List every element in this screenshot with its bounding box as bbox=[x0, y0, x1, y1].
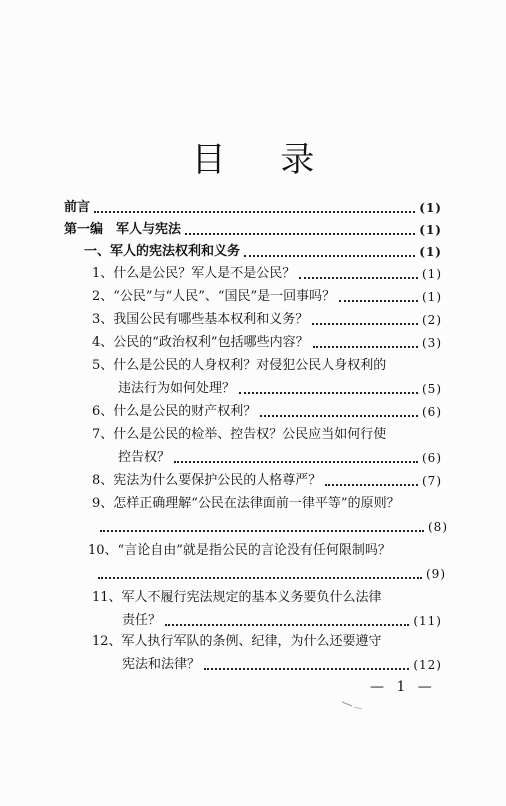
toc-entry[interactable] bbox=[92, 287, 442, 307]
toc-entry-page: (1) bbox=[422, 290, 442, 304]
leader-dots bbox=[260, 415, 418, 417]
toc-entry-page: (8) bbox=[428, 520, 448, 534]
toc-entry-page: (12) bbox=[413, 658, 442, 672]
toc-entry-page: (11) bbox=[413, 614, 442, 628]
toc-entry-page: (1) bbox=[419, 201, 442, 215]
toc-entry-page: (7) bbox=[422, 474, 442, 488]
toc-entry-text: 12、军人执行军队的条例、纪律，为什么还要遵守 bbox=[92, 634, 382, 649]
leader-dots bbox=[325, 484, 418, 486]
toc-entry-page: (1) bbox=[419, 245, 442, 259]
toc-entry[interactable] bbox=[92, 402, 442, 422]
toc-entry-text: 责任？ bbox=[122, 613, 162, 628]
toc-entry-text: 一、军人的宪法权利和义务 bbox=[84, 244, 241, 259]
toc-entry[interactable] bbox=[92, 632, 442, 652]
toc-entry-text: 2、“公民”与“人民”、“国民”是一回事吗？ bbox=[92, 289, 336, 304]
toc-entry[interactable] bbox=[92, 494, 462, 514]
leader-dots bbox=[185, 233, 415, 235]
leader-dots bbox=[204, 668, 409, 670]
leader-dots bbox=[313, 346, 418, 348]
toc-entry-text: 5、什么是公民的人身权利？对侵犯公民人身权利的 bbox=[92, 358, 387, 373]
toc-entry-continuation[interactable] bbox=[94, 564, 446, 584]
toc-entry[interactable] bbox=[92, 310, 442, 330]
toc-entry-text: 7、什么是公民的检举、控告权？公民应当如何行使 bbox=[92, 427, 387, 442]
toc-entry-text: 宪法和法律？ bbox=[122, 657, 201, 672]
leader-dots bbox=[312, 323, 418, 325]
toc-entry[interactable] bbox=[92, 264, 442, 284]
toc-entry[interactable] bbox=[64, 198, 442, 218]
toc-entry-text: 控告权？ bbox=[118, 450, 171, 465]
leader-dots bbox=[98, 577, 422, 579]
toc-entry[interactable] bbox=[92, 425, 442, 445]
toc-entry-continuation[interactable] bbox=[122, 611, 442, 631]
toc-entry[interactable] bbox=[84, 242, 442, 262]
leader-dots bbox=[174, 461, 418, 463]
toc-entry-page: (3) bbox=[422, 336, 442, 350]
toc-entry-text: 11、军人不履行宪法规定的基本义务要负什么法律 bbox=[92, 590, 382, 605]
leader-dots bbox=[339, 300, 418, 302]
toc-entry-page: (6) bbox=[422, 405, 442, 419]
toc-entry[interactable] bbox=[92, 356, 442, 376]
toc-entry-continuation[interactable] bbox=[118, 379, 442, 399]
toc-entry-page: (9) bbox=[426, 567, 446, 581]
toc-entry[interactable] bbox=[92, 588, 442, 608]
leader-dots bbox=[100, 530, 424, 532]
toc-entry-continuation[interactable] bbox=[96, 517, 448, 537]
toc-entry-text: 8、宪法为什么要保护公民的人格尊严？ bbox=[92, 473, 322, 488]
toc-entry-text: 3、我国公民有哪些基本权利和义务？ bbox=[92, 312, 309, 327]
toc-entry-text: 6、什么是公民的财产权利？ bbox=[92, 404, 257, 419]
toc-entry-page: (5) bbox=[422, 382, 442, 396]
toc-entry-text: 4、公民的“政治权利”包括哪些内容？ bbox=[92, 335, 309, 350]
toc-entry-text: 前言 bbox=[64, 200, 91, 215]
toc-entry-text: 第一编 军人与宪法 bbox=[64, 222, 182, 237]
leader-dots bbox=[165, 624, 409, 626]
toc-entry-page: (1) bbox=[422, 267, 442, 281]
toc-entry-page: (2) bbox=[422, 313, 442, 327]
toc-entry[interactable] bbox=[88, 541, 458, 561]
toc-entry-text: 10、“言论自由”就是指公民的言论没有任何限制吗？ bbox=[88, 543, 391, 558]
toc-entry[interactable] bbox=[92, 471, 442, 491]
leader-dots bbox=[299, 277, 418, 279]
toc-entry-text: 违法行为如何处理？ bbox=[118, 381, 236, 396]
page-title: 目 录 bbox=[191, 140, 337, 180]
scan-speck bbox=[342, 700, 364, 710]
page-number: — 1 — bbox=[370, 679, 436, 695]
toc-entry-continuation[interactable] bbox=[118, 448, 442, 468]
toc-entry-text: 9、怎样正确理解“公民在法律面前一律平等”的原则？ bbox=[92, 496, 400, 511]
leader-dots bbox=[94, 211, 415, 213]
toc-entry-text: 1、什么是公民？军人是不是公民？ bbox=[92, 266, 296, 281]
toc-entry[interactable] bbox=[64, 220, 442, 240]
leader-dots bbox=[239, 392, 418, 394]
leader-dots bbox=[244, 255, 415, 257]
toc-entry[interactable] bbox=[92, 333, 442, 353]
toc-entry-continuation[interactable] bbox=[122, 655, 442, 675]
toc-entry-page: (1) bbox=[419, 223, 442, 237]
toc-entry-page: (6) bbox=[422, 451, 442, 465]
